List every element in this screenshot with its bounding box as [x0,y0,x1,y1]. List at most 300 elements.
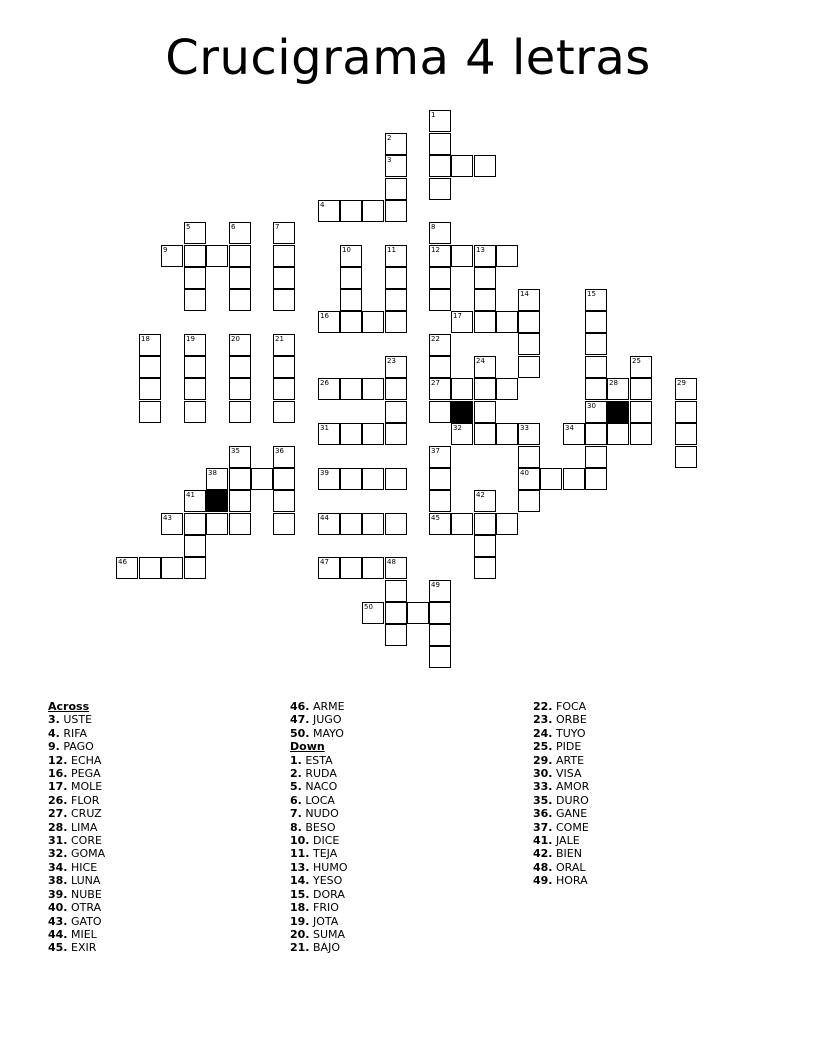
clue-number: 4 [320,201,325,209]
down-clue [533,727,589,740]
grid-cell[interactable] [362,557,384,579]
grid-cell[interactable] [116,557,138,579]
down-clue [533,834,589,847]
grid-cell[interactable] [429,602,451,624]
grid-cell[interactable] [429,580,451,602]
clue-number: 18 [141,335,150,343]
clue-number: 38. [48,874,68,888]
grid-cell[interactable] [385,423,407,445]
clue-number: 12. [48,753,68,767]
clue-answer: LUNA [71,874,101,888]
grid-cell[interactable] [340,267,362,289]
grid-cell[interactable] [385,580,407,602]
clue-number: 41 [186,491,195,499]
grid-cell[interactable] [184,222,206,244]
grid-cell[interactable] [496,245,518,267]
grid-cell[interactable] [273,378,295,400]
clue-answer: DORA [313,887,345,901]
grid-cell[interactable] [340,289,362,311]
clue-answer: AMOR [556,780,590,794]
grid-cell[interactable] [385,401,407,423]
down-clue [533,821,589,834]
across-clue [48,727,105,740]
grid-cell[interactable] [429,624,451,646]
grid-cell[interactable] [585,423,607,445]
grid-cell[interactable] [139,356,161,378]
grid-cell[interactable] [630,401,652,423]
grid-cell[interactable] [474,401,496,423]
grid-cell[interactable] [184,289,206,311]
grid-cell[interactable] [675,446,697,468]
clue-number: 23. [533,713,553,727]
clue-answer: ESTA [305,753,333,767]
clue-number: 49. [533,874,553,888]
grid-cell[interactable] [496,423,518,445]
grid-cell[interactable] [451,311,473,333]
down-clue [533,754,589,767]
clue-answer: ORAL [556,860,586,874]
clue-number: 14. [290,874,310,888]
grid-cell[interactable] [229,222,251,244]
clue-answer: OTRA [71,901,102,915]
clue-answer: USTE [63,713,93,727]
grid-cell[interactable] [184,267,206,289]
down-clue [290,767,347,780]
grid-cell[interactable] [229,267,251,289]
grid-cell[interactable] [429,133,451,155]
grid-cell[interactable] [451,513,473,535]
grid-cell[interactable] [340,468,362,490]
clue-number: 5 [186,223,191,231]
grid-cell[interactable] [184,535,206,557]
grid-cell[interactable] [385,557,407,579]
grid-cell[interactable] [474,557,496,579]
clue-number: 28. [48,820,68,834]
clue-answer: LOCA [305,793,335,807]
grid-cell[interactable] [429,401,451,423]
grid-cell[interactable] [518,490,540,512]
grid-cell[interactable] [273,334,295,356]
across-clue [48,847,105,860]
clue-answer: JUGO [313,713,342,727]
grid-cell[interactable] [585,378,607,400]
across-clue [48,807,105,820]
clue-number: 16 [320,312,329,320]
grid-cell[interactable] [318,311,340,333]
clue-number: 3 [387,156,392,164]
grid-cell[interactable] [184,245,206,267]
clue-number: 40 [520,469,529,477]
clue-answer: NUDO [305,807,339,821]
grid-cell[interactable] [273,446,295,468]
grid-cell[interactable] [340,513,362,535]
clue-number: 14 [520,290,529,298]
clue-number: 47 [320,558,329,566]
clue-answer: GANE [556,807,588,821]
clue-answer: BIEN [556,847,582,861]
grid-cell[interactable] [273,401,295,423]
clue-answer: TUYO [556,726,586,740]
clue-answer: GATO [71,914,102,928]
grid-cell[interactable] [184,513,206,535]
grid-cell[interactable] [540,468,562,490]
grid-cell[interactable] [229,378,251,400]
grid-cell[interactable] [474,267,496,289]
clue-number: 18. [290,901,310,915]
grid-cell[interactable] [362,200,384,222]
grid-cell[interactable] [518,468,540,490]
grid-cell[interactable] [630,356,652,378]
grid-cell[interactable] [429,468,451,490]
down-clue [290,754,347,767]
clue-number: 30. [533,767,553,781]
grid-cell[interactable] [474,245,496,267]
down-clue [533,767,589,780]
grid-cell[interactable] [429,490,451,512]
clue-number: 31 [320,424,329,432]
clue-number: 47. [290,713,310,727]
clue-answer: ARME [313,700,345,713]
grid-cell[interactable] [474,155,496,177]
across-clue [48,780,105,793]
clue-number: 50 [364,603,373,611]
grid-cell[interactable] [385,602,407,624]
grid-cell[interactable] [429,222,451,244]
down-clue [290,780,347,793]
grid-cell[interactable] [362,311,384,333]
grid-cell[interactable] [407,602,429,624]
grid-cell[interactable] [585,468,607,490]
grid-cell[interactable] [229,245,251,267]
clue-number: 29 [677,379,686,387]
clue-number: 11. [290,847,310,861]
clue-number: 8. [290,820,302,834]
grid-cell[interactable] [385,178,407,200]
clue-number: 42. [533,847,553,861]
down-clue [290,821,347,834]
across-header: Across [48,700,90,713]
clue-number: 24. [533,726,553,740]
grid-cell[interactable] [229,356,251,378]
clue-answer: RUDA [305,767,337,781]
clue-number: 20 [231,335,240,343]
grid-cell[interactable] [273,245,295,267]
grid-cell[interactable] [429,110,451,132]
clue-number: 20. [290,927,310,941]
grid-cell[interactable] [273,267,295,289]
grid-cell[interactable] [362,602,384,624]
grid-cell[interactable] [362,513,384,535]
grid-cell[interactable] [385,289,407,311]
clue-answer: JALE [556,834,580,848]
grid-cell[interactable] [229,289,251,311]
grid-cell[interactable] [206,468,228,490]
grid-cell[interactable] [518,446,540,468]
grid-cell[interactable] [184,401,206,423]
clue-number: 44 [320,514,329,522]
black-cell [206,490,228,512]
clue-number: 19 [186,335,195,343]
grid-cell[interactable] [496,378,518,400]
grid-cell[interactable] [273,490,295,512]
clue-number: 1 [431,111,436,119]
grid-cell[interactable] [385,513,407,535]
clue-number: 7 [275,223,280,231]
grid-cell[interactable] [184,356,206,378]
grid-cell[interactable] [429,245,451,267]
clue-number: 16. [48,767,68,781]
grid-cell[interactable] [675,378,697,400]
grid-cell[interactable] [318,200,340,222]
grid-cell[interactable] [429,356,451,378]
clue-answer: JOTA [313,914,339,928]
clue-number: 39. [48,887,68,901]
grid-cell[interactable] [385,624,407,646]
across-clue [48,834,105,847]
grid-cell[interactable] [429,289,451,311]
grid-cell[interactable] [184,378,206,400]
grid-cell[interactable] [318,513,340,535]
grid-cell[interactable] [229,490,251,512]
grid-cell[interactable] [429,446,451,468]
clue-answer: RIFA [63,726,88,740]
grid-cell[interactable] [184,557,206,579]
grid-cell[interactable] [385,378,407,400]
grid-cell[interactable] [161,513,183,535]
clue-number: 31. [48,834,68,848]
clue-number: 26. [48,793,68,807]
grid-cell[interactable] [385,267,407,289]
grid-cell[interactable] [273,513,295,535]
grid-cell[interactable] [318,557,340,579]
clue-answer: ARTE [556,753,585,767]
grid-cell[interactable] [161,245,183,267]
grid-cell[interactable] [675,401,697,423]
clue-number: 48 [387,558,396,566]
grid-cell[interactable] [340,557,362,579]
across-clue [48,754,105,767]
clue-number: 2 [387,134,392,142]
clue-number: 15 [587,290,596,298]
across-clue [48,888,105,901]
clue-number: 44. [48,927,68,941]
grid-cell[interactable] [630,378,652,400]
clue-number: 36. [533,807,553,821]
grid-cell[interactable] [340,200,362,222]
grid-cell[interactable] [362,378,384,400]
grid-cell[interactable] [474,378,496,400]
grid-cell[interactable] [607,378,629,400]
across-clue [48,821,105,834]
clue-answer: HORA [556,874,588,888]
grid-cell[interactable] [362,468,384,490]
grid-cell[interactable] [518,356,540,378]
grid-cell[interactable] [229,513,251,535]
across-clue [48,928,105,941]
clue-number: 34 [565,424,574,432]
grid-cell[interactable] [385,245,407,267]
clue-answer: FLOR [71,793,100,807]
clue-number: 25 [632,357,641,365]
grid-cell[interactable] [496,513,518,535]
grid-cell[interactable] [340,378,362,400]
across-clue [48,874,105,887]
clue-number: 49 [431,581,440,589]
grid-cell[interactable] [585,401,607,423]
clue-answer: DURO [556,793,589,807]
grid-cell[interactable] [451,378,473,400]
clue-column-2 [290,700,347,955]
grid-cell[interactable] [139,401,161,423]
grid-cell[interactable] [451,423,473,445]
grid-cell[interactable] [273,356,295,378]
grid-cell[interactable] [474,289,496,311]
grid-cell[interactable] [496,311,518,333]
clue-number: 21. [290,941,310,955]
down-clue [290,941,347,954]
grid-cell[interactable] [139,557,161,579]
grid-cell[interactable] [385,356,407,378]
grid-cell[interactable] [474,513,496,535]
grid-cell[interactable] [563,423,585,445]
clue-number: 10 [342,246,351,254]
grid-cell[interactable] [184,334,206,356]
grid-cell[interactable] [585,356,607,378]
grid-cell[interactable] [229,334,251,356]
grid-cell[interactable] [607,423,629,445]
grid-cell[interactable] [139,334,161,356]
clue-number: 24 [476,357,485,365]
clue-number: 6 [231,223,236,231]
grid-cell[interactable] [585,311,607,333]
grid-cell[interactable] [362,423,384,445]
grid-cell[interactable] [585,446,607,468]
grid-cell[interactable] [229,401,251,423]
grid-cell[interactable] [273,468,295,490]
clue-number: 6. [290,793,302,807]
grid-cell[interactable] [429,334,451,356]
grid-cell[interactable] [318,378,340,400]
grid-cell[interactable] [340,423,362,445]
down-clue [533,780,589,793]
clue-number: 45 [431,514,440,522]
grid-cell[interactable] [585,333,607,355]
grid-cell[interactable] [429,378,451,400]
clue-answer: YESO [313,874,343,888]
clue-answer: TEJA [313,847,338,861]
clue-answer: NUBE [71,887,102,901]
grid-cell[interactable] [429,646,451,668]
clue-answer: LIMA [71,820,98,834]
grid-cell[interactable] [675,423,697,445]
grid-cell[interactable] [518,289,540,311]
grid-cell[interactable] [318,468,340,490]
down-clue [290,901,347,914]
clue-number: 2. [290,767,302,781]
clue-number: 10. [290,834,310,848]
across-clue [48,767,105,780]
across-clue [290,713,347,726]
grid-cell[interactable] [518,311,540,333]
grid-cell[interactable] [563,468,585,490]
grid-cell[interactable] [206,245,228,267]
down-clue [290,915,347,928]
grid-cell[interactable] [474,490,496,512]
grid-cell[interactable] [139,378,161,400]
grid-cell[interactable] [429,513,451,535]
grid-cell[interactable] [251,468,273,490]
grid-cell[interactable] [385,468,407,490]
clue-number: 37 [431,447,440,455]
clue-number: 27 [431,379,440,387]
grid-cell[interactable] [318,423,340,445]
grid-cell[interactable] [451,245,473,267]
down-clue [533,847,589,860]
clue-number: 26 [320,379,329,387]
clue-number: 30 [587,402,596,410]
grid-cell[interactable] [340,311,362,333]
grid-cell[interactable] [206,513,228,535]
clue-number: 48. [533,860,553,874]
grid-cell[interactable] [340,245,362,267]
grid-cell[interactable] [229,446,251,468]
clue-answer: HUMO [313,860,348,874]
clue-answer: HICE [71,860,98,874]
clue-answer: MOLE [71,780,103,794]
grid-cell[interactable] [474,311,496,333]
grid-cell[interactable] [385,155,407,177]
grid-cell[interactable] [585,289,607,311]
grid-cell[interactable] [429,178,451,200]
grid-cell[interactable] [630,423,652,445]
grid-cell[interactable] [518,333,540,355]
grid-cell[interactable] [429,267,451,289]
clue-answer: CRUZ [71,807,102,821]
grid-cell[interactable] [161,557,183,579]
grid-cell[interactable] [385,311,407,333]
clue-number: 34. [48,860,68,874]
grid-cell[interactable] [518,423,540,445]
grid-cell[interactable] [385,200,407,222]
clue-number: 46. [290,700,310,713]
clue-number: 15. [290,887,310,901]
clue-number: 21 [275,335,284,343]
clue-answer: COME [556,820,589,834]
across-clue [48,915,105,928]
clue-number: 42 [476,491,485,499]
down-clue [290,888,347,901]
clue-number: 39 [320,469,329,477]
clue-number: 8 [431,223,436,231]
grid-cell[interactable] [184,490,206,512]
grid-cell[interactable] [229,468,251,490]
clue-number: 7. [290,807,302,821]
down-clue [290,834,347,847]
grid-cell[interactable] [474,423,496,445]
grid-cell[interactable] [474,356,496,378]
clue-number: 32 [453,424,462,432]
grid-cell[interactable] [385,133,407,155]
grid-cell[interactable] [273,222,295,244]
grid-cell[interactable] [474,535,496,557]
across-clue [48,861,105,874]
clue-answer: MAYO [313,726,344,740]
clue-number: 17 [453,312,462,320]
grid-cell[interactable] [451,155,473,177]
page-title: Crucigrama 4 letras [165,30,651,86]
grid-cell[interactable] [273,289,295,311]
grid-cell[interactable] [429,155,451,177]
